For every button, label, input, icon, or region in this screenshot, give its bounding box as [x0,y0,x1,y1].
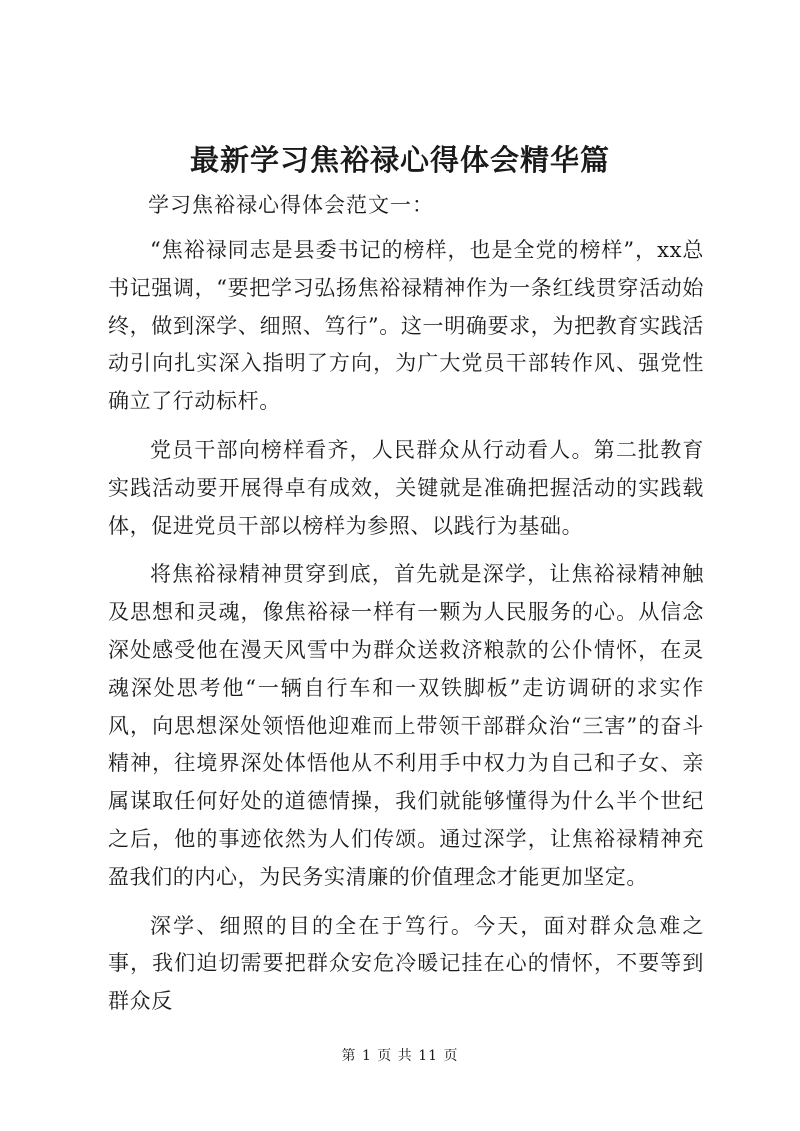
paragraph-4: 深学、细照的目的全在于笃行。今天，面对群众急难之事，我们迫切需要把群众安危冷暖记挂在心的情怀，不要等到群众反 [108,913,704,1014]
paragraph-1: “焦裕禄同志是县委书记的榜样，也是全党的榜样”，xx总书记强调，“要把学习弘扬焦裕禄精神作为一条红线贯穿活动始终，做到深学、细照、笃行”。这一明确要求，为把教育实践活动引向扎实深入指明了方向，为广大党员干部转作风、强党性确立了行动标杆。 [108,238,704,414]
page-number-footer: 第 1 页 共 11 页 [341,1048,459,1064]
body-text [108,232,704,1032]
page-title: 最新学习焦裕禄心得体会精华篇 [189,143,610,177]
section-subtitle: 学习焦裕禄心得体会范文一： [148,193,434,217]
paragraph-3: 将焦裕禄精神贯穿到底，首先就是深学，让焦裕禄精神触及思想和灵魂，像焦裕禄一样有一颗为人民服务的心。从信念深处感受他在漫天风雪中为群众送救济粮款的公仆情怀，在灵魂深处思考他“一辆自行车和一双铁脚板”走访调研的求实作风，向思想深处领悟他迎难而上带领干部群众治“三害”的奋斗精神，往境界深处体悟他从不利用手中权力为自己和子女、亲属谋取任何好处的道德情操，我们就能够懂得为什么半个世纪之后，他的事迹依然为人们传颂。通过深学，让焦裕禄精神充盈我们的内心，为民务实清廉的价值理念才能更加坚定。 [108,562,704,889]
paragraph-2: 党员干部向榜样看齐，人民群众从行动看人。第二批教育实践活动要开展得卓有成效，关键就是准确把握活动的实践载体，促进党员干部以榜样为参照、以践行为基础。 [108,437,704,538]
